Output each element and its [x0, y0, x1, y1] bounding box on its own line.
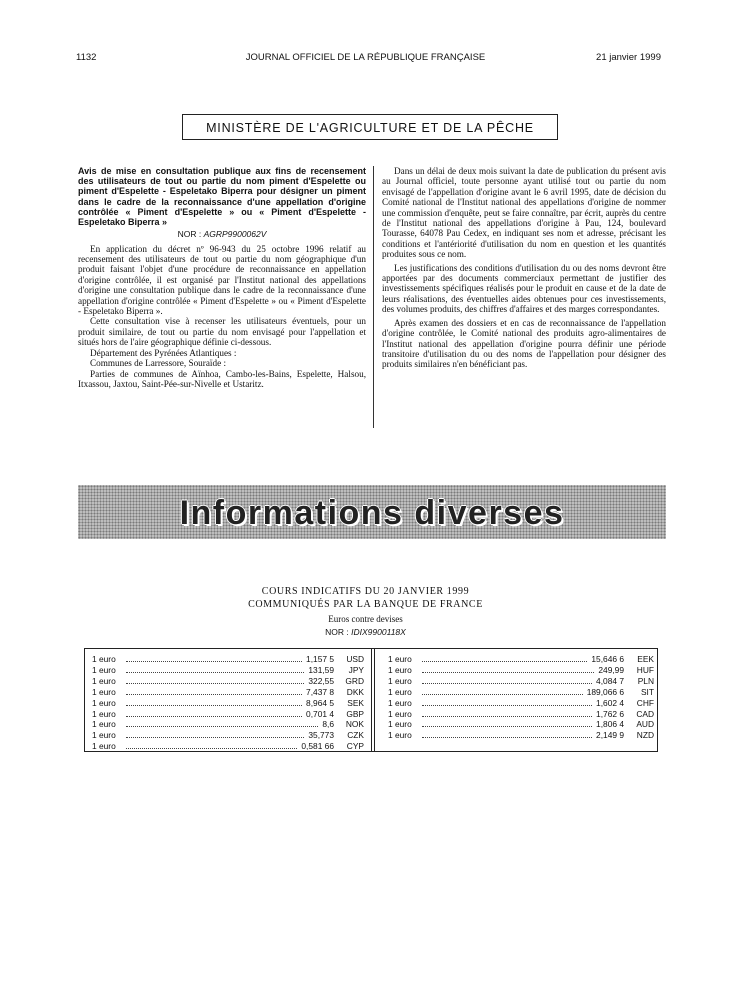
rate-value: 7,437 8: [306, 686, 334, 697]
rate-label: 1 euro: [388, 730, 412, 741]
rates-heading-line2: COMMUNIQUÉS PAR LA BANQUE DE FRANCE: [248, 599, 483, 610]
rate-currency: CYP: [346, 741, 364, 752]
notice-title: Avis de mise en consultation publique aux fins de recensement des utilisateurs de tout ou partie du nom piment d'Espelette ou piment d'Espelette - Espeletako Biperra pour désigner un piment dans le cadre de la reconnaissance d'une appellation d'origine contrôlée « Piment d'Espelette » ou « Piment d'Espelette - Espeletako Biperra »: [78, 166, 366, 228]
rate-value: 0,701 4: [306, 708, 334, 719]
leader-dots: [126, 687, 302, 695]
rate-row: [92, 719, 364, 730]
leader-dots: [422, 676, 592, 684]
rate-row: [92, 676, 364, 687]
rate-value: 322,55: [308, 675, 334, 686]
right-paragraph: Dans un délai de deux mois suivant la date de publication du présent avis au Journal officiel, toute personne ayant utilisé tout ou partie du nom envisagé de l'appellation d'origine avant le 6 avril 1995, date de décision du Comité national de l'Institut national des appellations d'origine de nommer une commission d'enquête, peut se faire connaître, par écrit, auprès du centre de l'Institut national des appellations d'origine à Pau, 124, boulevard Tourasse, 64078 Pau Cedex, en indiquant ses nom et adresse, précisant les conditions et l'antériorité d'utilisation du nom en question et les quantités produites sous ce nom.: [382, 166, 666, 260]
notice-nor: [78, 229, 366, 239]
rate-currency: NZD: [636, 730, 654, 741]
rate-row: [92, 730, 364, 741]
leader-dots: [126, 676, 304, 684]
rate-value: 4,084 7: [596, 675, 624, 686]
rates-heading-line1: COURS INDICATIFS DU 20 JANVIER 1999: [261, 586, 470, 597]
leader-dots: [422, 654, 587, 662]
left-paragraph: Département des Pyrénées Atlantiques :: [90, 347, 237, 358]
leader-dots: [422, 730, 592, 738]
rate-currency: HUF: [636, 664, 654, 675]
rate-value: 8,964 5: [306, 697, 334, 708]
leader-dots: [126, 709, 302, 717]
rate-label: 1 euro: [388, 708, 412, 719]
rate-currency: GRD: [345, 675, 364, 686]
notice-right-column: [382, 166, 666, 370]
leader-dots: [422, 687, 583, 695]
rate-currency: DKK: [346, 686, 364, 697]
rate-value: 189,066 6: [586, 686, 624, 697]
leader-dots: [126, 698, 302, 706]
leader-dots: [126, 730, 304, 738]
rate-row: [388, 698, 654, 709]
rate-label: 1 euro: [92, 654, 116, 664]
rates-nor-code: IDIX9900118X: [351, 627, 406, 637]
leader-dots: [126, 665, 304, 673]
leader-dots: [422, 719, 592, 727]
rate-value: 131,59: [308, 664, 334, 675]
rate-value: 1,157 5: [306, 654, 334, 664]
left-paragraph: Cette consultation vise à recenser les utilisateurs éventuels, pour un produit similaire, de tout ou partie du nom envisagé pour l'appellation et situés hors de l'aire géographique définie ci-dessous.: [78, 316, 366, 348]
left-paragraph: En application du décret nº 96-943 du 25 octobre 1996 relatif au recensement des utilisateurs de tout ou partie du nom géographique d'un produit faisant l'objet d'une procédure de reconnaissance en appellation d'origine contrôlée, il est organisé par l'Institut national des appellations d'origine une consultation publique dans le cadre de la reconnaissance d'une appellation d'origine contrôlée « Piment d'Espelette » ou « Piment d'Espelette - Espeletako Biperra ».: [78, 243, 366, 317]
rate-value: 1,806 4: [596, 719, 624, 730]
leader-dots: [422, 709, 592, 717]
rate-label: 1 euro: [388, 697, 412, 708]
rate-label: 1 euro: [92, 741, 116, 752]
rate-currency: CHF: [636, 697, 654, 708]
rates-nor: [0, 627, 731, 637]
rate-value: 1,602 4: [596, 697, 624, 708]
rate-value: 15,646 6: [591, 654, 624, 664]
section-banner-title: Informations diverses: [179, 494, 565, 532]
rate-label: 1 euro: [92, 719, 116, 730]
rate-currency: CAD: [636, 708, 654, 719]
left-paragraph: Parties de communes de Aïnhoa, Cambo-les-Bains, Espelette, Halsou, Itxassou, Jaxtou, Saint-Pée-sur-Nivelle et Ustaritz.: [78, 368, 366, 389]
rate-label: 1 euro: [92, 730, 116, 741]
right-paragraph: Après examen des dossiers et en cas de reconnaissance de l'appellation d'origine contrôlée, le Comité national des produits agro-alimentaires de l'Institut national des appellation d'origine pourra définir une période transitoire d'utilisation du ou des noms de l'appellation pour désigner des produits similaires n'en bénéficiant pas.: [382, 317, 666, 370]
rates-table-divider: [371, 648, 375, 752]
rate-currency: JPY: [348, 664, 364, 675]
rate-label: 1 euro: [388, 675, 412, 686]
rate-currency: SEK: [347, 697, 364, 708]
rate-currency: USD: [346, 654, 364, 664]
rate-value: 8,6: [322, 719, 334, 730]
leader-dots: [126, 654, 302, 662]
leader-dots: [126, 741, 297, 749]
rate-currency: CZK: [347, 730, 364, 741]
rate-label: 1 euro: [388, 664, 412, 675]
rate-value: 0,581 66: [301, 741, 334, 752]
nor-code: AGRP9900062V: [203, 229, 267, 240]
rate-row: [92, 654, 364, 665]
rate-label: 1 euro: [388, 686, 412, 697]
rate-label: 1 euro: [388, 719, 412, 730]
nor-label: NOR :: [177, 229, 202, 240]
rate-label: 1 euro: [388, 654, 412, 664]
rate-value: 2,149 9: [596, 730, 624, 741]
rate-row: [388, 665, 654, 676]
page-number: 1132: [76, 52, 97, 63]
ministry-heading: MINISTÈRE DE L'AGRICULTURE ET DE LA PÊCHE: [182, 114, 558, 140]
leader-dots: [126, 719, 318, 727]
leader-dots: [422, 665, 594, 673]
rate-label: 1 euro: [92, 708, 116, 719]
left-paragraph: Communes de Larressore, Souraïde :: [90, 358, 226, 369]
rate-currency: SIT: [640, 686, 654, 697]
issue-date: 21 janvier 1999: [596, 52, 661, 63]
rate-row: [92, 741, 364, 752]
rate-row: [92, 687, 364, 698]
rate-row: [388, 654, 654, 665]
rate-value: 249,99: [598, 664, 624, 675]
rate-currency: EEK: [637, 654, 654, 664]
rate-label: 1 euro: [92, 664, 116, 675]
right-paragraph: Les justifications des conditions d'utilisation du ou des noms devront être apportées par des documents commerciaux permettant de justifier des investissements spécifiques réalisés pour le produit en cause et de la date de leurs réalisations, des éventuelles aides obtenues pour ces investissements, des volumes produits, des chiffres d'affaires et des marges correspondantes.: [382, 262, 666, 315]
rate-currency: PLN: [637, 675, 654, 686]
rate-value: 35,773: [308, 730, 334, 741]
rates-nor-label: NOR :: [325, 627, 349, 637]
column-divider: [373, 166, 374, 428]
leader-dots: [422, 698, 592, 706]
rate-row: [388, 687, 654, 698]
rate-value: 1,762 6: [596, 708, 624, 719]
rate-row: [92, 698, 364, 709]
rate-label: 1 euro: [92, 697, 116, 708]
rate-currency: NOK: [345, 719, 364, 730]
rate-label: 1 euro: [92, 686, 116, 697]
rate-row: [388, 709, 654, 720]
rate-row: [92, 709, 364, 720]
journal-title: JOURNAL OFFICIEL DE LA RÉPUBLIQUE FRANÇAISE: [245, 52, 486, 63]
rate-row: [92, 665, 364, 676]
rate-row: [388, 730, 654, 741]
rate-currency: GBP: [346, 708, 364, 719]
rate-label: 1 euro: [92, 675, 116, 686]
rates-subheading: Euros contre devises: [328, 614, 403, 624]
rate-currency: AUD: [636, 719, 654, 730]
rate-row: [388, 676, 654, 687]
notice-left-column: [78, 166, 366, 389]
rate-row: [388, 719, 654, 730]
